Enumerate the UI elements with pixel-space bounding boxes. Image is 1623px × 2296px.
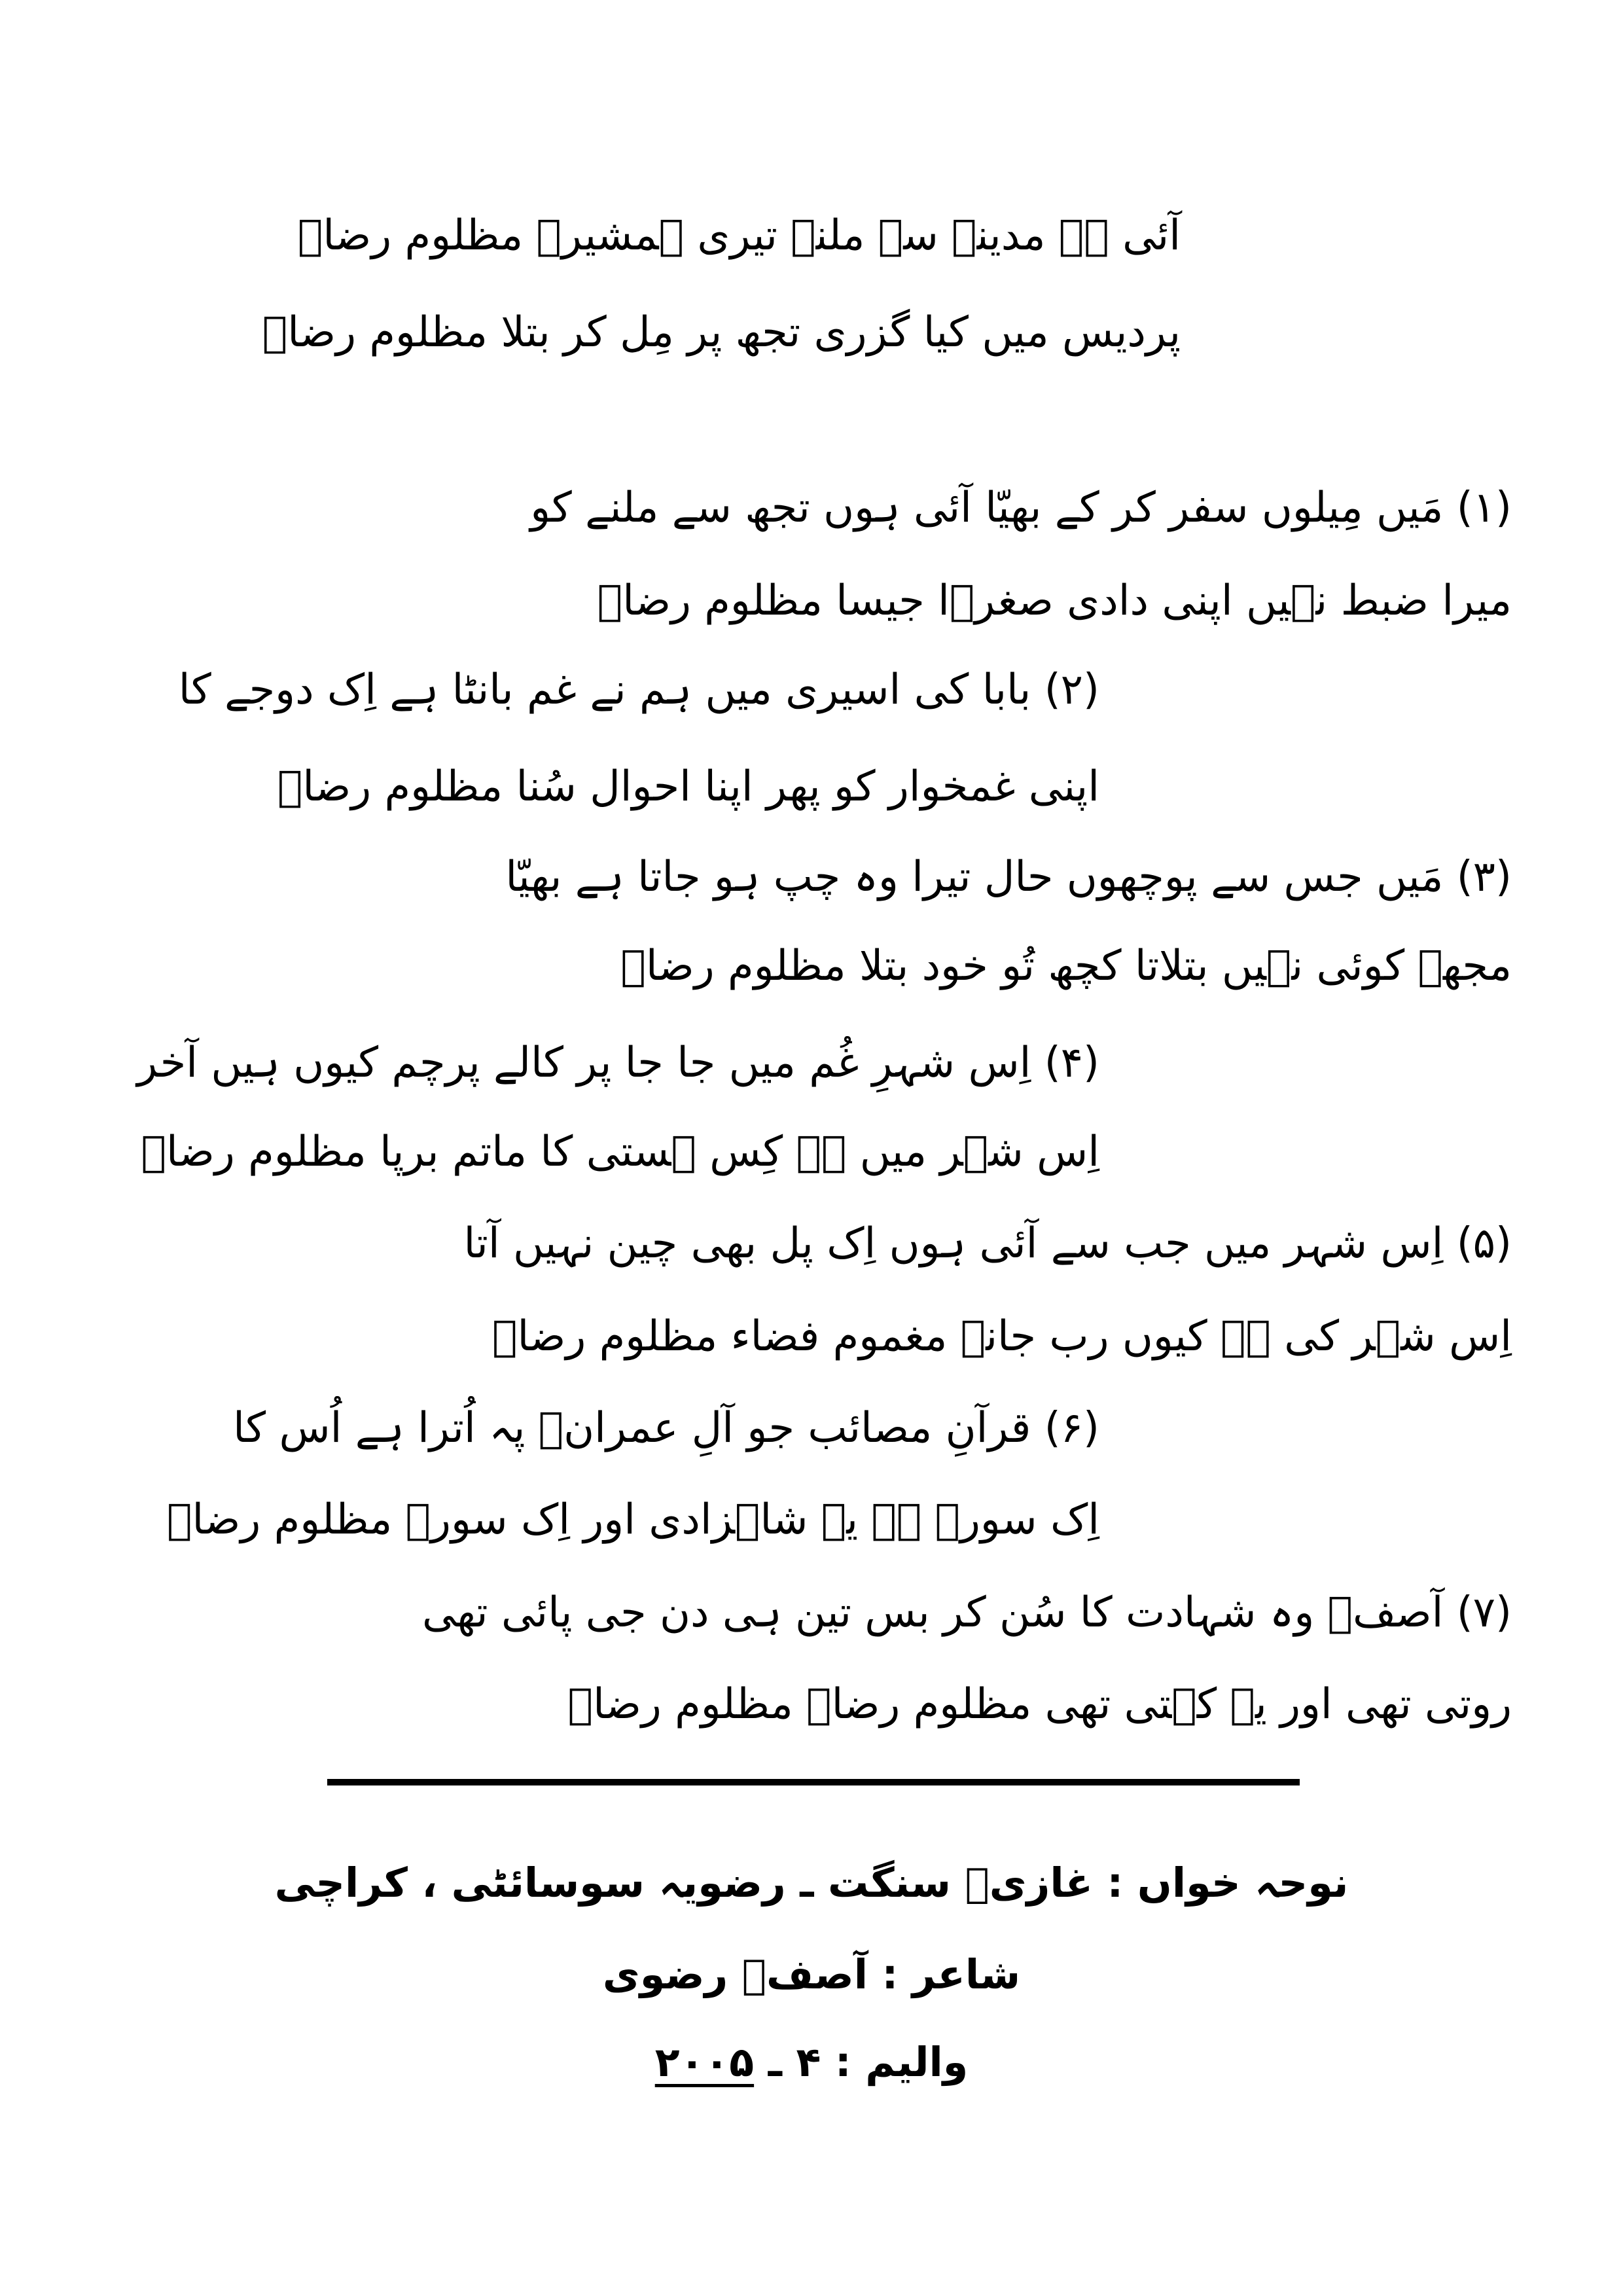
poet-credit: شاعر : آصفؔ رضوی [602, 1950, 1021, 1998]
chorus-line-1: آئی ہے مدینے سے ملنے تیری ہمشیرہ مظلوم رضاؑ [298, 211, 1181, 260]
volume-label: والیم : ۴ ـ [768, 2038, 969, 2086]
section-divider [327, 1779, 1300, 1785]
reciter-credit: نوحہ خواں : غازیؑ سنگت ـ رضویہ سوسائٹی ، کراچی [274, 1859, 1349, 1907]
volume-credit [0, 2038, 1623, 2086]
chorus-line-2: پردیس میں کیا گزری تجھ پر مِل کر بتلا مظلوم رضاؑ [262, 308, 1181, 357]
volume-year: ۲۰۰۵ [654, 2038, 755, 2086]
document-page: آئی ہے مدینے سے ملنے تیری ہمشیرہ مظلوم رضاؑ پردیس میں کیا گزری تجھ پر مِل کر بتلا مظلوم رضاؑ (۱) مَیں مِیلوں سفر کر کے بھیّا آئی ہوں تجھ سے ملنے کو میرا ضبط نہیں اپنی دادی صغرؑا جیسا مظلوم رضاؑ (۲) بابا کی اسیری میں ہم نے غم بانٹا ہے اِک دوجے کا اپنی غمخوار کو پھر اپنا احوال سُنا مظلوم رضاؑ (۳) مَیں جس سے پوچھوں حال تیرا وہ چپ ہو جاتا ہے بھیّا مجھے کوئی نہیں بتلاتا کچھ تُو خود بتلا مظلوم رضاؑ (۴) اِس شہرِ غُم میں جا جا پر کالے پرچم کیوں ہیں آخر اِس شہر میں ہے کِس ہستی کا ماتم برپا مظلوم رضاؑ (۵) اِس شہر میں جب سے آئی ہوں اِک پل بھی چین نہیں آتا اِس شہر کی ہے کیوں رب جانے مغموم فضاء مظلوم رضاؑ (۶) قرآنِ مصائب جو آلِ عمرانؑ پہ اُترا ہے اُس کا اِک سورۃ ہے یہ شاہزادی اور اِک سورۃ مظلوم رضاؑ (۷) آصفؔ وہ شہادت کا سُن کر بس تین ہی دن جی پائی تھی روتی تھی اور یہ کہتی تھی مظلوم رضاؑ مظلوم رضاؑ نوحہ خواں : غازیؑ سنگت ـ رضویہ سوسائٹی ، کراچی شاعر : آصفؔ رضوی والیم : ۴ ـ ۲۰۰۵ [0, 0, 1623, 2296]
